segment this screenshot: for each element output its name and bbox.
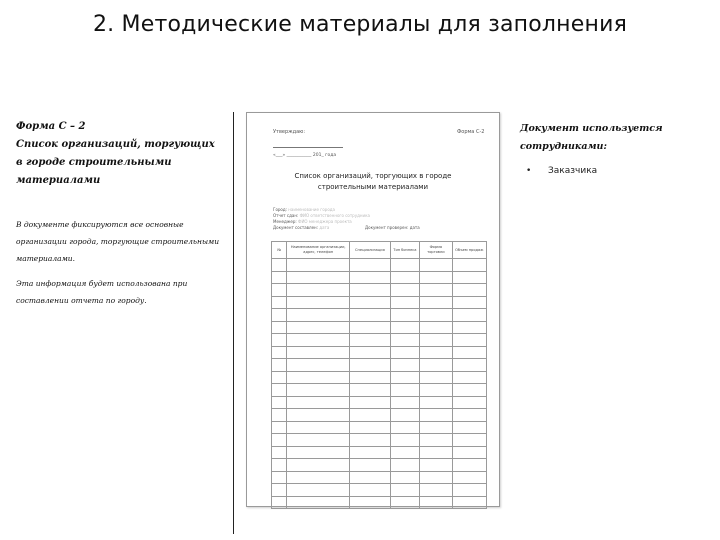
table-cell xyxy=(272,346,287,359)
list-item-label: Заказчика xyxy=(548,166,598,176)
table-cell xyxy=(287,434,350,447)
signature-line xyxy=(273,147,343,148)
table-cell xyxy=(452,446,486,459)
table-cell xyxy=(287,371,350,384)
table-cell xyxy=(350,434,390,447)
table-row xyxy=(272,309,487,322)
table-cell xyxy=(350,309,390,322)
table-cell xyxy=(272,309,287,322)
table-cell xyxy=(287,284,350,297)
table-row xyxy=(272,296,487,309)
table-cell xyxy=(452,434,486,447)
table-cell xyxy=(350,421,390,434)
table-cell xyxy=(420,434,452,447)
table-cell xyxy=(420,421,452,434)
table-cell xyxy=(420,396,452,409)
table-cell xyxy=(390,459,420,472)
table-cell xyxy=(350,384,390,397)
field-label: Город: xyxy=(273,207,287,212)
table-cell xyxy=(420,359,452,372)
table-cell xyxy=(452,309,486,322)
table-cell xyxy=(390,359,420,372)
table-cell xyxy=(287,359,350,372)
table-cell xyxy=(272,409,287,422)
field-label: Менеджер: xyxy=(273,219,297,224)
table-cell xyxy=(287,496,350,509)
field-report xyxy=(273,213,370,218)
bullet-icon: • xyxy=(526,166,532,176)
table-cell xyxy=(350,296,390,309)
form-name: Список организаций, торгующих в городе строительными материалами xyxy=(16,139,215,186)
table-cell xyxy=(452,296,486,309)
field-city xyxy=(273,207,335,212)
table-cell xyxy=(452,459,486,472)
table-cell xyxy=(452,471,486,484)
table-cell xyxy=(420,484,452,497)
table-cell xyxy=(287,296,350,309)
document-form-code: Форма С-2 xyxy=(457,129,485,135)
table-cell xyxy=(452,371,486,384)
table-cell xyxy=(350,409,390,422)
table-cell xyxy=(287,384,350,397)
table-row xyxy=(272,484,487,497)
table-cell xyxy=(350,371,390,384)
table-cell xyxy=(390,384,420,397)
table-row xyxy=(272,384,487,397)
table-cell xyxy=(272,321,287,334)
col-sales-volume: Объем продаж xyxy=(452,242,486,259)
table-cell xyxy=(287,409,350,422)
table-cell xyxy=(287,309,350,322)
table-row xyxy=(272,321,487,334)
table-cell xyxy=(452,321,486,334)
table-cell xyxy=(390,309,420,322)
form-header xyxy=(16,118,221,190)
col-number: № xyxy=(272,242,287,259)
table-cell xyxy=(452,484,486,497)
table-cell xyxy=(350,346,390,359)
col-trade-form: Форма торговли xyxy=(420,242,452,259)
field-value: дата xyxy=(319,225,330,230)
table-row xyxy=(272,446,487,459)
table-row xyxy=(272,259,487,272)
table-cell xyxy=(390,409,420,422)
field-checked xyxy=(365,225,420,230)
form-code: Форма С – 2 xyxy=(16,121,86,132)
table-cell xyxy=(420,371,452,384)
table-cell xyxy=(420,309,452,322)
field-value: наименование города xyxy=(288,207,335,212)
table-cell xyxy=(420,346,452,359)
table-cell xyxy=(272,384,287,397)
table-cell xyxy=(420,321,452,334)
table-cell xyxy=(272,446,287,459)
table-row xyxy=(272,284,487,297)
table-cell xyxy=(420,384,452,397)
table-cell xyxy=(272,259,287,272)
description-paragraph: Эта информация будет использована при составлении отчета по городу. xyxy=(16,279,188,305)
table-cell xyxy=(272,284,287,297)
table-cell xyxy=(287,421,350,434)
table-row xyxy=(272,371,487,384)
table-row xyxy=(272,496,487,509)
table-cell xyxy=(390,296,420,309)
slide-title: 2. Методические материалы для заполнения xyxy=(92,12,628,37)
table-cell xyxy=(390,284,420,297)
table-cell xyxy=(272,371,287,384)
table-row xyxy=(272,271,487,284)
table-header-row xyxy=(272,242,487,259)
field-value: ФИО менеджера проекта xyxy=(298,219,352,224)
table-row xyxy=(272,421,487,434)
organizations-table xyxy=(271,241,487,509)
document-title: Список организаций, торгующих в городе строительными материалами xyxy=(294,172,452,191)
table-cell xyxy=(452,284,486,297)
table-cell xyxy=(420,409,452,422)
field-label: Документ проверен: xyxy=(365,225,409,230)
table-cell xyxy=(420,259,452,272)
table-cell xyxy=(350,359,390,372)
table-cell xyxy=(287,446,350,459)
table-cell xyxy=(272,334,287,347)
table-cell xyxy=(350,271,390,284)
field-value: ФИО ответственного сотрудника xyxy=(299,213,370,218)
table-cell xyxy=(350,471,390,484)
field-label: Отчет сдан: xyxy=(273,213,299,218)
table-cell xyxy=(272,359,287,372)
table-cell xyxy=(350,284,390,297)
table-cell xyxy=(287,346,350,359)
table-cell xyxy=(272,396,287,409)
table-cell xyxy=(452,271,486,284)
table-cell xyxy=(350,396,390,409)
table-cell xyxy=(452,359,486,372)
form-description xyxy=(16,216,221,317)
table-cell xyxy=(350,496,390,509)
approve-label: Утверждаю: xyxy=(273,129,306,135)
col-specialization: Специализация xyxy=(350,242,390,259)
table-cell xyxy=(420,296,452,309)
table-cell xyxy=(420,271,452,284)
table-cell xyxy=(287,259,350,272)
table-cell xyxy=(452,421,486,434)
table-cell xyxy=(272,421,287,434)
col-organization: Наименование организации, адрес, телефон xyxy=(287,242,350,259)
field-manager xyxy=(273,219,352,224)
col-business-type: Тип бизнеса xyxy=(390,242,420,259)
table-cell xyxy=(452,334,486,347)
table-cell xyxy=(452,496,486,509)
table-cell xyxy=(287,459,350,472)
table-row xyxy=(272,434,487,447)
table-cell xyxy=(390,471,420,484)
list-item xyxy=(526,166,597,176)
table-cell xyxy=(287,484,350,497)
table-cell xyxy=(420,459,452,472)
table-cell xyxy=(287,334,350,347)
table-cell xyxy=(350,334,390,347)
table-row xyxy=(272,396,487,409)
table-cell xyxy=(452,384,486,397)
table-cell xyxy=(272,496,287,509)
table-cell xyxy=(390,259,420,272)
table-cell xyxy=(390,321,420,334)
table-row xyxy=(272,334,487,347)
table-cell xyxy=(272,471,287,484)
table-cell xyxy=(390,346,420,359)
table-cell xyxy=(287,321,350,334)
table-row xyxy=(272,359,487,372)
table-cell xyxy=(452,346,486,359)
table-cell xyxy=(420,334,452,347)
table-cell xyxy=(452,396,486,409)
table-cell xyxy=(420,471,452,484)
table-cell xyxy=(272,484,287,497)
table-cell xyxy=(390,446,420,459)
table-row xyxy=(272,409,487,422)
table-cell xyxy=(350,459,390,472)
column-divider xyxy=(233,112,234,534)
table-cell xyxy=(390,271,420,284)
table-cell xyxy=(287,396,350,409)
table-cell xyxy=(272,296,287,309)
table-cell xyxy=(452,409,486,422)
field-label: Документ составлен: xyxy=(273,225,319,230)
table-cell xyxy=(390,371,420,384)
table-cell xyxy=(350,484,390,497)
table-cell xyxy=(272,459,287,472)
table-cell xyxy=(420,496,452,509)
table-cell xyxy=(350,446,390,459)
table-cell xyxy=(272,271,287,284)
description-paragraph: В документе фиксируются все основные организации города, торгующие строительными материалами. xyxy=(16,220,220,263)
table-body xyxy=(272,259,487,509)
table-cell xyxy=(390,421,420,434)
field-composed xyxy=(273,225,329,230)
table-cell xyxy=(452,259,486,272)
table-cell xyxy=(350,321,390,334)
document-preview xyxy=(246,112,500,507)
table-cell xyxy=(390,434,420,447)
date-line: «___» ___________ 201_ года xyxy=(273,153,337,158)
table-cell xyxy=(287,271,350,284)
table-cell xyxy=(420,446,452,459)
table-cell xyxy=(390,496,420,509)
table-cell xyxy=(390,396,420,409)
table-cell xyxy=(350,259,390,272)
table-cell xyxy=(420,284,452,297)
table-cell xyxy=(272,434,287,447)
table-cell xyxy=(390,484,420,497)
table-row xyxy=(272,471,487,484)
field-value: дата xyxy=(409,225,420,230)
table-cell xyxy=(390,334,420,347)
table-row xyxy=(272,459,487,472)
table-cell xyxy=(287,471,350,484)
table-row xyxy=(272,346,487,359)
users-heading: Документ используется сотрудниками: xyxy=(520,123,663,152)
